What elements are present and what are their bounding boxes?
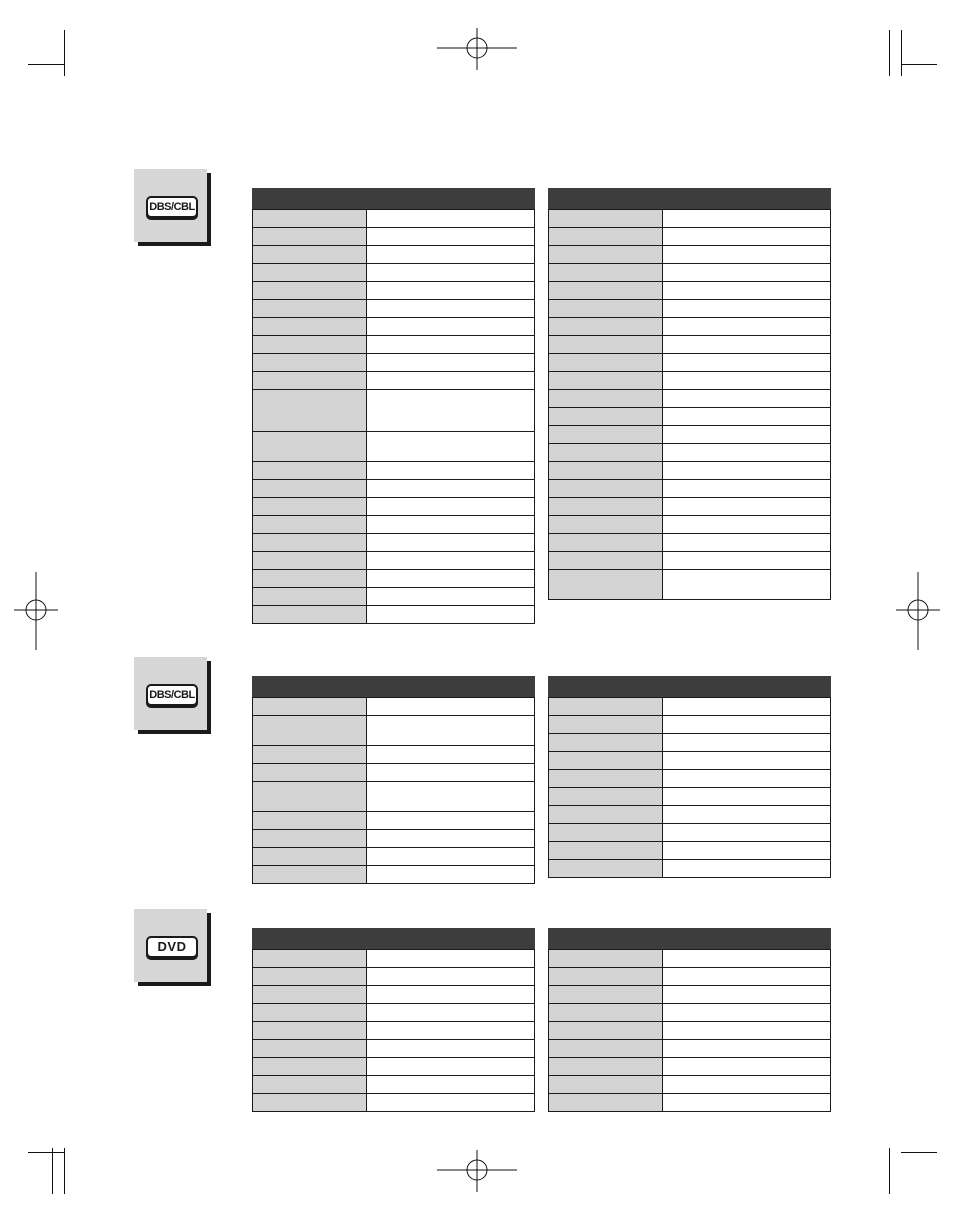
- value-cell: [663, 842, 831, 860]
- dbs-table-2-right: [548, 676, 831, 878]
- table-row: [549, 246, 831, 264]
- table-row: [549, 986, 831, 1004]
- key-cell: [549, 426, 663, 444]
- table-row: [253, 812, 535, 830]
- value-cell: [663, 336, 831, 354]
- value-cell: [367, 746, 535, 764]
- key-cell: [253, 336, 367, 354]
- key-cell: [253, 986, 367, 1004]
- crop-mark-bottom-left-v: [64, 1148, 65, 1194]
- key-cell: [549, 986, 663, 1004]
- value-cell: [367, 716, 535, 746]
- key-cell: [549, 264, 663, 282]
- table-row: [253, 698, 535, 716]
- table-row: [253, 264, 535, 282]
- key-cell: [549, 354, 663, 372]
- key-cell: [253, 354, 367, 372]
- table-row: [549, 1058, 831, 1076]
- key-cell: [253, 228, 367, 246]
- key-cell: [549, 842, 663, 860]
- table-row: [253, 950, 535, 968]
- value-cell: [663, 282, 831, 300]
- crop-mark-top-right-v: [889, 30, 890, 76]
- value-cell: [663, 372, 831, 390]
- key-cell: [549, 552, 663, 570]
- value-cell: [367, 1040, 535, 1058]
- key-cell: [253, 462, 367, 480]
- table-row: [253, 968, 535, 986]
- key-cell: [253, 432, 367, 462]
- crop-mark-bottom-right-h: [901, 1152, 937, 1153]
- key-cell: [253, 246, 367, 264]
- value-cell: [663, 570, 831, 600]
- crop-mark-top-right-inner-v: [901, 30, 902, 76]
- table-row: [549, 806, 831, 824]
- table-row: [253, 480, 535, 498]
- dvd-table-right: [548, 928, 831, 1112]
- table-row: [549, 444, 831, 462]
- table-row: [253, 716, 535, 746]
- key-cell: [549, 734, 663, 752]
- key-cell: [549, 282, 663, 300]
- key-cell: [253, 1004, 367, 1022]
- value-cell: [367, 480, 535, 498]
- value-cell: [367, 866, 535, 884]
- value-cell: [663, 480, 831, 498]
- value-cell: [663, 390, 831, 408]
- table-row: [253, 432, 535, 462]
- value-cell: [367, 570, 535, 588]
- crop-mark-bottom-left-inner-v: [52, 1148, 53, 1194]
- value-cell: [663, 516, 831, 534]
- table-row: [549, 282, 831, 300]
- key-cell: [253, 950, 367, 968]
- dbs-cbl-badge-2: [134, 657, 207, 730]
- key-cell: [549, 444, 663, 462]
- key-cell: [253, 264, 367, 282]
- value-cell: [663, 1076, 831, 1094]
- value-cell: [367, 390, 535, 432]
- table-row: [253, 764, 535, 782]
- key-cell: [253, 764, 367, 782]
- table-row: [253, 210, 535, 228]
- key-cell: [253, 1094, 367, 1112]
- crop-mark-top-left-h: [28, 64, 64, 65]
- table-row: [253, 848, 535, 866]
- table-header-row: [253, 677, 535, 698]
- table-row: [549, 860, 831, 878]
- key-cell: [253, 300, 367, 318]
- key-cell: [253, 534, 367, 552]
- table-row: [549, 354, 831, 372]
- table-row: [549, 824, 831, 842]
- key-cell: [549, 228, 663, 246]
- value-cell: [663, 408, 831, 426]
- value-cell: [367, 986, 535, 1004]
- key-cell: [549, 390, 663, 408]
- key-cell: [253, 746, 367, 764]
- key-cell: [253, 552, 367, 570]
- table-row: [253, 1094, 535, 1112]
- value-cell: [663, 716, 831, 734]
- table-row: [549, 462, 831, 480]
- table-header-row: [549, 677, 831, 698]
- registration-target-left: [14, 572, 58, 650]
- value-cell: [663, 734, 831, 752]
- value-cell: [367, 830, 535, 848]
- table-header-row: [253, 189, 535, 210]
- table-row: [549, 1076, 831, 1094]
- value-cell: [367, 764, 535, 782]
- registration-target-bottom: [437, 1150, 517, 1192]
- key-cell: [549, 1040, 663, 1058]
- key-cell: [253, 372, 367, 390]
- key-cell: [253, 570, 367, 588]
- key-cell: [253, 698, 367, 716]
- value-cell: [663, 444, 831, 462]
- value-cell: [663, 752, 831, 770]
- table-row: [253, 1040, 535, 1058]
- value-cell: [663, 806, 831, 824]
- key-cell: [253, 282, 367, 300]
- value-cell: [367, 782, 535, 812]
- key-cell: [253, 866, 367, 884]
- key-cell: [549, 752, 663, 770]
- value-cell: [663, 300, 831, 318]
- value-cell: [367, 318, 535, 336]
- table-row: [253, 300, 535, 318]
- key-cell: [549, 1004, 663, 1022]
- value-cell: [663, 534, 831, 552]
- value-cell: [663, 968, 831, 986]
- key-cell: [549, 246, 663, 264]
- table-row: [549, 426, 831, 444]
- key-cell: [253, 516, 367, 534]
- table-row: [549, 552, 831, 570]
- crop-mark-bottom-right-v: [889, 1148, 890, 1194]
- table-row: [549, 1004, 831, 1022]
- value-cell: [367, 210, 535, 228]
- value-cell: [367, 462, 535, 480]
- table-row: [253, 866, 535, 884]
- value-cell: [367, 552, 535, 570]
- key-cell: [549, 480, 663, 498]
- registration-target-top: [437, 28, 517, 70]
- value-cell: [663, 246, 831, 264]
- table-row: [549, 788, 831, 806]
- value-cell: [367, 968, 535, 986]
- registration-target-right: [896, 572, 940, 650]
- dbs-cbl-button-icon: DBS/CBL: [146, 196, 198, 218]
- crop-mark-bottom-left-h: [28, 1152, 64, 1153]
- key-cell: [253, 830, 367, 848]
- key-cell: [549, 498, 663, 516]
- table-row: [253, 390, 535, 432]
- key-cell: [549, 950, 663, 968]
- table-row: [549, 1094, 831, 1112]
- table-row: [253, 1004, 535, 1022]
- key-cell: [253, 1058, 367, 1076]
- value-cell: [367, 432, 535, 462]
- table-row: [549, 716, 831, 734]
- key-cell: [549, 716, 663, 734]
- value-cell: [367, 950, 535, 968]
- dvd-table-left: [252, 928, 535, 1112]
- dbs-table-2-left: [252, 676, 535, 884]
- key-cell: [549, 698, 663, 716]
- key-cell: [549, 968, 663, 986]
- table-row: [253, 1022, 535, 1040]
- table-row: [253, 1076, 535, 1094]
- value-cell: [367, 246, 535, 264]
- table-row: [253, 570, 535, 588]
- key-cell: [549, 210, 663, 228]
- value-cell: [367, 336, 535, 354]
- table-row: [253, 986, 535, 1004]
- value-cell: [663, 1004, 831, 1022]
- table-row: [549, 318, 831, 336]
- key-cell: [253, 318, 367, 336]
- key-cell: [549, 372, 663, 390]
- value-cell: [367, 300, 535, 318]
- key-cell: [253, 812, 367, 830]
- table-header-row: [549, 929, 831, 950]
- table-row: [253, 516, 535, 534]
- table-row: [253, 246, 535, 264]
- key-cell: [549, 336, 663, 354]
- table-row: [253, 282, 535, 300]
- key-cell: [253, 498, 367, 516]
- value-cell: [663, 1040, 831, 1058]
- value-cell: [663, 770, 831, 788]
- key-cell: [253, 210, 367, 228]
- crop-mark-top-right-h: [901, 64, 937, 65]
- key-cell: [549, 806, 663, 824]
- key-cell: [549, 1058, 663, 1076]
- table-row: [549, 570, 831, 600]
- value-cell: [367, 1022, 535, 1040]
- table-row: [253, 1058, 535, 1076]
- key-cell: [253, 390, 367, 432]
- value-cell: [367, 498, 535, 516]
- key-cell: [549, 1094, 663, 1112]
- value-cell: [663, 824, 831, 842]
- table-row: [549, 210, 831, 228]
- table-header-row: [253, 929, 535, 950]
- key-cell: [253, 1040, 367, 1058]
- value-cell: [367, 534, 535, 552]
- key-cell: [253, 968, 367, 986]
- key-cell: [253, 716, 367, 746]
- key-cell: [549, 1022, 663, 1040]
- table-row: [549, 516, 831, 534]
- key-cell: [549, 516, 663, 534]
- table-row: [549, 968, 831, 986]
- value-cell: [663, 264, 831, 282]
- dvd-badge: [134, 909, 207, 982]
- table-row: [253, 606, 535, 624]
- key-cell: [549, 534, 663, 552]
- value-cell: [367, 848, 535, 866]
- value-cell: [367, 1004, 535, 1022]
- key-cell: [253, 606, 367, 624]
- value-cell: [663, 950, 831, 968]
- table-row: [253, 228, 535, 246]
- value-cell: [367, 1076, 535, 1094]
- table-row: [549, 300, 831, 318]
- table-row: [253, 746, 535, 764]
- value-cell: [367, 1058, 535, 1076]
- table-row: [253, 588, 535, 606]
- value-cell: [367, 812, 535, 830]
- key-cell: [253, 588, 367, 606]
- table-row: [549, 372, 831, 390]
- table-row: [549, 842, 831, 860]
- table-row: [253, 498, 535, 516]
- table-row: [253, 318, 535, 336]
- value-cell: [367, 588, 535, 606]
- value-cell: [367, 1094, 535, 1112]
- table-row: [253, 372, 535, 390]
- table-row: [549, 480, 831, 498]
- value-cell: [663, 498, 831, 516]
- key-cell: [253, 1076, 367, 1094]
- key-cell: [549, 1076, 663, 1094]
- value-cell: [663, 860, 831, 878]
- table-row: [549, 408, 831, 426]
- key-cell: [253, 782, 367, 812]
- table-row: [253, 782, 535, 812]
- table-row: [253, 534, 535, 552]
- value-cell: [367, 372, 535, 390]
- table-row: [549, 534, 831, 552]
- value-cell: [663, 462, 831, 480]
- value-cell: [367, 354, 535, 372]
- key-cell: [549, 318, 663, 336]
- value-cell: [663, 552, 831, 570]
- key-cell: [253, 1022, 367, 1040]
- value-cell: [663, 318, 831, 336]
- value-cell: [367, 264, 535, 282]
- key-cell: [253, 480, 367, 498]
- crop-mark-top-left-v: [64, 30, 65, 76]
- table-row: [253, 354, 535, 372]
- key-cell: [549, 408, 663, 426]
- table-row: [549, 770, 831, 788]
- table-row: [549, 1022, 831, 1040]
- table-row: [549, 698, 831, 716]
- table-row: [549, 498, 831, 516]
- dbs-cbl-button-icon: DBS/CBL: [146, 684, 198, 706]
- table-row: [253, 830, 535, 848]
- value-cell: [663, 210, 831, 228]
- value-cell: [663, 426, 831, 444]
- key-cell: [253, 848, 367, 866]
- table-header-row: [549, 189, 831, 210]
- table-row: [549, 734, 831, 752]
- key-cell: [549, 770, 663, 788]
- key-cell: [549, 824, 663, 842]
- dvd-button-icon: DVD: [146, 936, 198, 958]
- table-row: [253, 336, 535, 354]
- value-cell: [663, 986, 831, 1004]
- value-cell: [663, 698, 831, 716]
- dbs-table-1-right: [548, 188, 831, 600]
- value-cell: [663, 788, 831, 806]
- table-row: [549, 264, 831, 282]
- key-cell: [549, 860, 663, 878]
- value-cell: [663, 1094, 831, 1112]
- value-cell: [663, 1022, 831, 1040]
- value-cell: [367, 282, 535, 300]
- value-cell: [663, 1058, 831, 1076]
- key-cell: [549, 570, 663, 600]
- value-cell: [367, 698, 535, 716]
- table-row: [549, 228, 831, 246]
- value-cell: [663, 354, 831, 372]
- key-cell: [549, 788, 663, 806]
- dbs-cbl-badge-1: [134, 169, 207, 242]
- table-row: [549, 1040, 831, 1058]
- key-cell: [549, 300, 663, 318]
- value-cell: [367, 228, 535, 246]
- table-row: [549, 390, 831, 408]
- table-row: [549, 950, 831, 968]
- dbs-table-1-left: [252, 188, 535, 624]
- table-row: [549, 752, 831, 770]
- table-row: [549, 336, 831, 354]
- value-cell: [663, 228, 831, 246]
- value-cell: [367, 516, 535, 534]
- table-row: [253, 552, 535, 570]
- value-cell: [367, 606, 535, 624]
- key-cell: [549, 462, 663, 480]
- table-row: [253, 462, 535, 480]
